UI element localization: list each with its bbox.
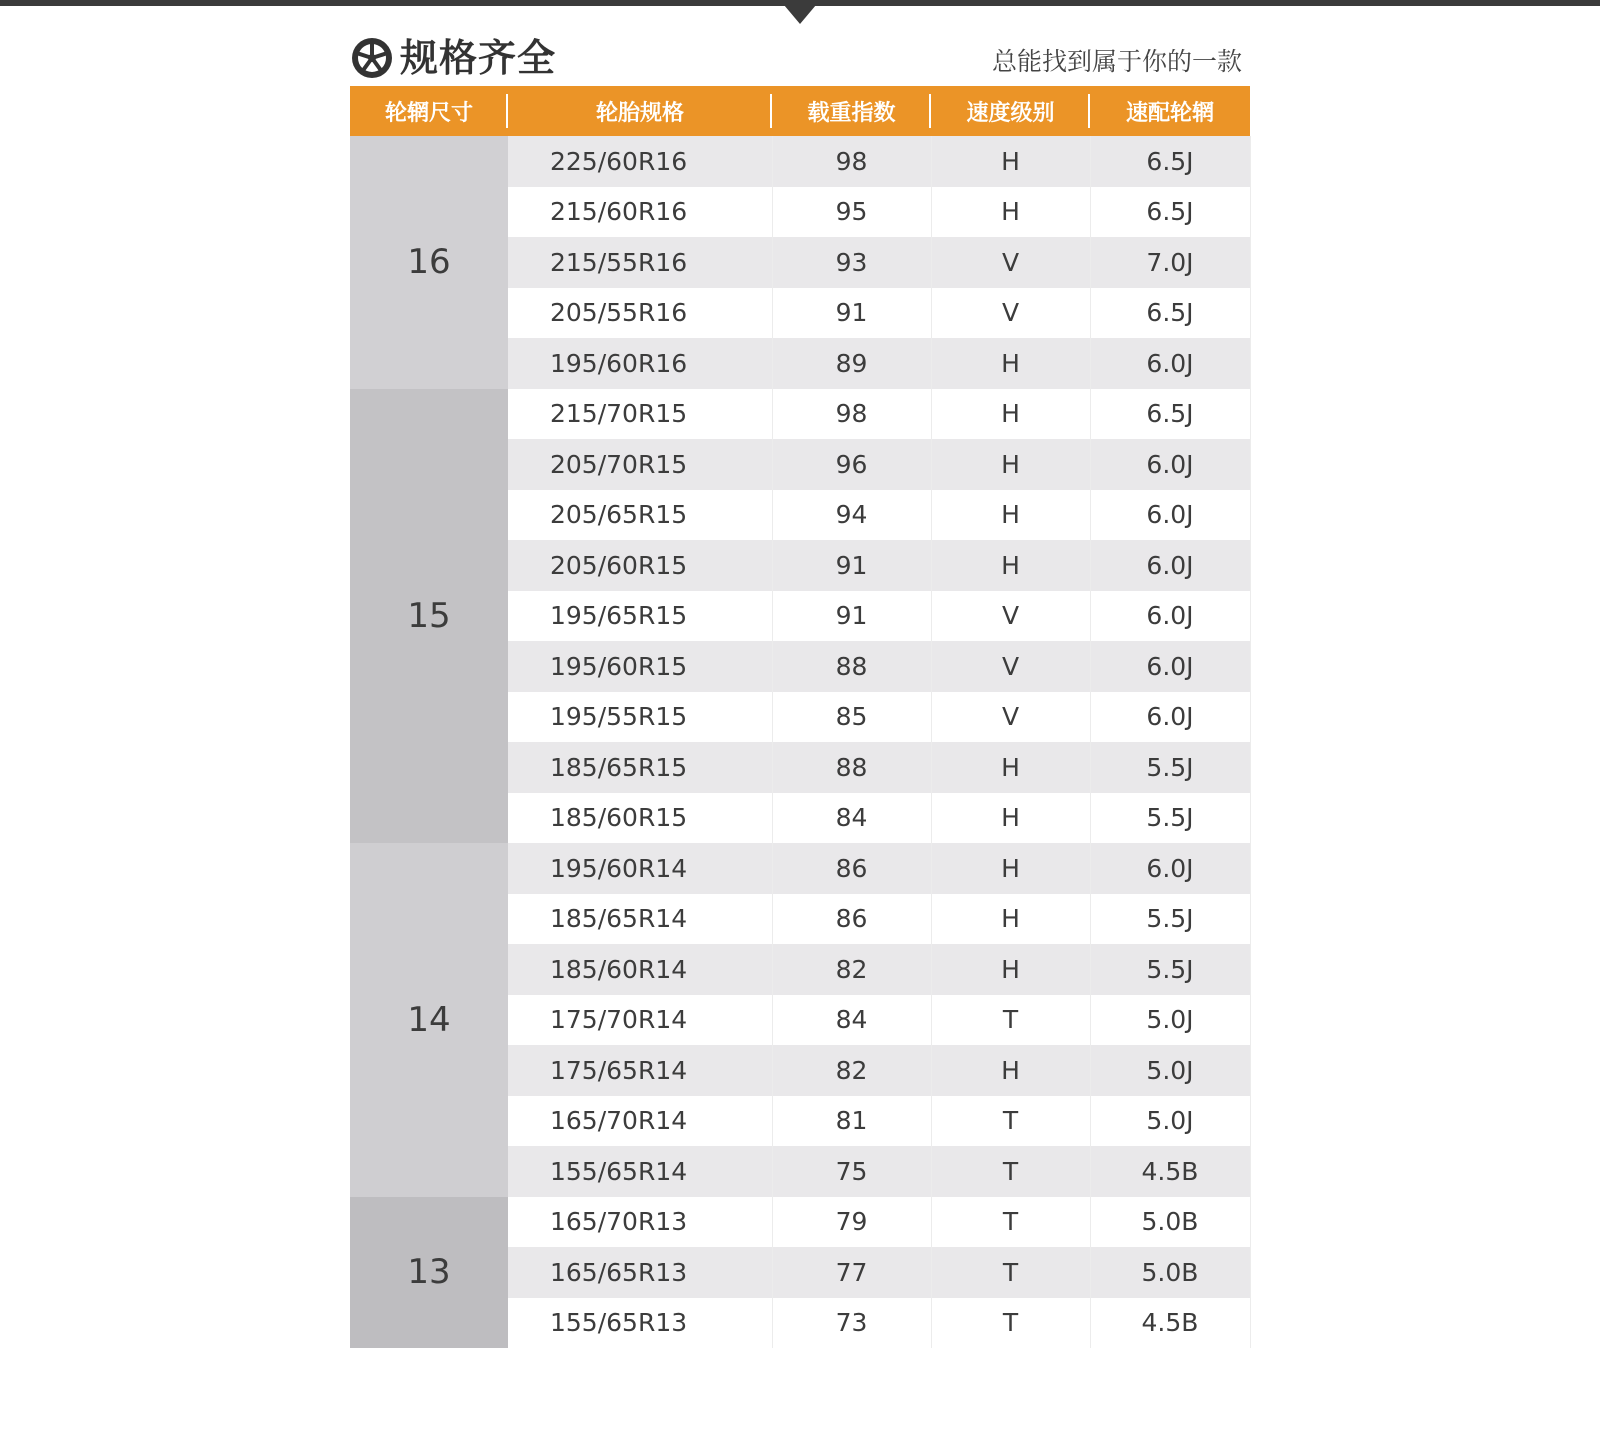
speed-rating-cell: H [931, 187, 1090, 238]
speed-rating-cell: T [931, 1146, 1090, 1197]
matching-rim-cell: 6.0J [1090, 540, 1250, 591]
matching-rim-cell: 6.0J [1090, 641, 1250, 692]
table-row [350, 136, 1250, 187]
load-index-cell: 89 [772, 338, 931, 389]
tire-spec-cell: 165/70R13 [508, 1197, 772, 1248]
tire-spec-cell: 215/70R15 [508, 389, 772, 440]
table-header-row [350, 86, 1250, 136]
speed-rating-cell: H [931, 338, 1090, 389]
load-index-cell: 98 [772, 136, 931, 187]
load-index-cell: 86 [772, 894, 931, 945]
load-index-cell: 91 [772, 288, 931, 339]
speed-rating-cell: H [931, 894, 1090, 945]
load-index-cell: 82 [772, 1045, 931, 1096]
tire-spec-cell: 205/70R15 [508, 439, 772, 490]
tire-spec-cell: 165/70R14 [508, 1096, 772, 1147]
rim-size-cell: 15 [350, 389, 508, 844]
tire-spec-cell: 185/65R14 [508, 894, 772, 945]
load-index-cell: 84 [772, 995, 931, 1046]
column-header-rim-size: 轮辋尺寸 [350, 86, 508, 136]
tire-spec-cell: 205/65R15 [508, 490, 772, 541]
speed-rating-cell: V [931, 288, 1090, 339]
matching-rim-cell: 6.0J [1090, 843, 1250, 894]
matching-rim-cell: 5.5J [1090, 894, 1250, 945]
matching-rim-cell: 4.5B [1090, 1146, 1250, 1197]
matching-rim-cell: 5.5J [1090, 793, 1250, 844]
matching-rim-cell: 5.0J [1090, 995, 1250, 1046]
load-index-cell: 82 [772, 944, 931, 995]
speed-rating-cell: H [931, 540, 1090, 591]
load-index-cell: 77 [772, 1247, 931, 1298]
speed-rating-cell: H [931, 136, 1090, 187]
tire-spec-cell: 155/65R14 [508, 1146, 772, 1197]
tire-spec-cell: 185/65R15 [508, 742, 772, 793]
tire-spec-cell: 195/60R14 [508, 843, 772, 894]
tire-spec-cell: 195/55R15 [508, 692, 772, 743]
tire-spec-cell: 195/65R15 [508, 591, 772, 642]
speed-rating-cell: T [931, 1298, 1090, 1349]
speed-rating-cell: V [931, 237, 1090, 288]
matching-rim-cell: 6.0J [1090, 490, 1250, 541]
tire-spec-cell: 195/60R15 [508, 641, 772, 692]
tire-spec-cell: 215/55R16 [508, 237, 772, 288]
load-index-cell: 96 [772, 439, 931, 490]
load-index-cell: 88 [772, 742, 931, 793]
rim-size-cell: 13 [350, 1197, 508, 1349]
rim-size-cell: 14 [350, 843, 508, 1197]
tire-spec-cell: 205/60R15 [508, 540, 772, 591]
tire-spec-cell: 195/60R16 [508, 338, 772, 389]
load-index-cell: 91 [772, 540, 931, 591]
speed-rating-cell: H [931, 742, 1090, 793]
speed-rating-cell: T [931, 1096, 1090, 1147]
load-index-cell: 73 [772, 1298, 931, 1349]
load-index-cell: 85 [772, 692, 931, 743]
section-header [350, 34, 1250, 84]
speed-rating-cell: V [931, 641, 1090, 692]
matching-rim-cell: 6.0J [1090, 338, 1250, 389]
tire-spec-cell: 185/60R15 [508, 793, 772, 844]
column-header-matching-rim: 速配轮辋 [1090, 86, 1250, 136]
load-index-cell: 86 [772, 843, 931, 894]
matching-rim-cell: 6.5J [1090, 288, 1250, 339]
matching-rim-cell: 5.0J [1090, 1045, 1250, 1096]
speed-rating-cell: H [931, 944, 1090, 995]
column-header-load-index: 载重指数 [772, 86, 931, 136]
column-header-speed-rating: 速度级别 [931, 86, 1090, 136]
load-index-cell: 79 [772, 1197, 931, 1248]
matching-rim-cell: 6.5J [1090, 389, 1250, 440]
tire-spec-table [350, 86, 1251, 1348]
speed-rating-cell: V [931, 591, 1090, 642]
matching-rim-cell: 4.5B [1090, 1298, 1250, 1349]
speed-rating-cell: H [931, 843, 1090, 894]
table-row [350, 843, 1250, 894]
speed-rating-cell: H [931, 389, 1090, 440]
speed-rating-cell: V [931, 692, 1090, 743]
matching-rim-cell: 5.5J [1090, 944, 1250, 995]
load-index-cell: 91 [772, 591, 931, 642]
load-index-cell: 94 [772, 490, 931, 541]
page-title: 规格齐全 [400, 36, 557, 80]
load-index-cell: 93 [772, 237, 931, 288]
tire-spec-cell: 155/65R13 [508, 1298, 772, 1349]
speed-rating-cell: H [931, 793, 1090, 844]
speed-rating-cell: H [931, 490, 1090, 541]
tire-spec-cell: 175/70R14 [508, 995, 772, 1046]
table-row [350, 1197, 1250, 1248]
load-index-cell: 98 [772, 389, 931, 440]
speed-rating-cell: T [931, 995, 1090, 1046]
tire-spec-cell: 225/60R16 [508, 136, 772, 187]
tire-spec-cell: 205/55R16 [508, 288, 772, 339]
rim-size-cell: 16 [350, 136, 508, 389]
load-index-cell: 81 [772, 1096, 931, 1147]
tire-spec-cell: 185/60R14 [508, 944, 772, 995]
tire-spec-cell: 165/65R13 [508, 1247, 772, 1298]
load-index-cell: 75 [772, 1146, 931, 1197]
tire-spec-cell: 215/60R16 [508, 187, 772, 238]
matching-rim-cell: 5.0B [1090, 1197, 1250, 1248]
page-subtitle: 总能找到属于你的一款 [991, 47, 1242, 76]
column-header-tire-spec: 轮胎规格 [508, 86, 772, 136]
top-notch-arrow [784, 5, 816, 24]
matching-rim-cell: 5.0B [1090, 1247, 1250, 1298]
matching-rim-cell: 6.0J [1090, 591, 1250, 642]
wheel-icon [350, 36, 394, 80]
tire-spec-cell: 175/65R14 [508, 1045, 772, 1096]
speed-rating-cell: H [931, 1045, 1090, 1096]
matching-rim-cell: 5.5J [1090, 742, 1250, 793]
load-index-cell: 84 [772, 793, 931, 844]
load-index-cell: 95 [772, 187, 931, 238]
speed-rating-cell: T [931, 1247, 1090, 1298]
speed-rating-cell: H [931, 439, 1090, 490]
matching-rim-cell: 6.0J [1090, 439, 1250, 490]
matching-rim-cell: 7.0J [1090, 237, 1250, 288]
matching-rim-cell: 6.5J [1090, 136, 1250, 187]
load-index-cell: 88 [772, 641, 931, 692]
matching-rim-cell: 5.0J [1090, 1096, 1250, 1147]
matching-rim-cell: 6.0J [1090, 692, 1250, 743]
table-row [350, 389, 1250, 440]
matching-rim-cell: 6.5J [1090, 187, 1250, 238]
speed-rating-cell: T [931, 1197, 1090, 1248]
